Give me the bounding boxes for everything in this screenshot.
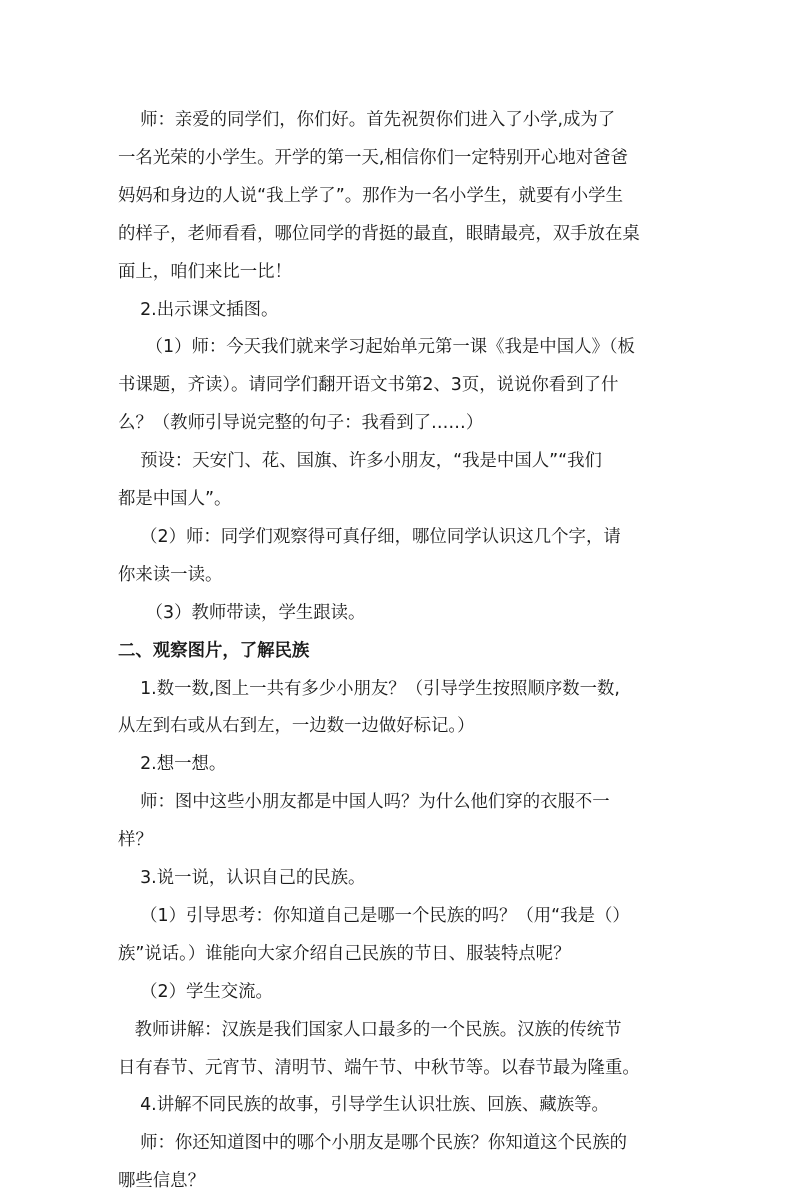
text-line: 师：亲爱的同学们，你们好。首先祝贺你们进入了小学,成为了	[118, 110, 616, 130]
text-line: 3.说一说，认识自己的民族。	[118, 868, 366, 888]
text-line: 么？（教师引导说完整的句子：我看到了……）	[118, 413, 484, 434]
section-heading: 二、观察图片，了解民族	[118, 640, 310, 661]
text-line: （1）师：今天我们就来学习起始单元第一课《我是中国人》（板	[118, 337, 635, 358]
text-line: （2）师：同学们观察得可真仔细，哪位同学认识这几个字，请	[118, 526, 621, 547]
text-line: 你来读一读。	[118, 564, 223, 585]
text-line: 2.出示课文插图。	[118, 299, 279, 320]
text-line: 样？	[118, 830, 153, 851]
text-line: 4.讲解不同民族的故事，引导学生认识壮族、回族、藏族等。	[118, 1095, 609, 1116]
text-line: （1）引导思考：你知道自己是哪一个民族的吗？（用“我是（）	[118, 905, 630, 926]
text-line: （3）教师带读，学生跟读。	[118, 602, 366, 623]
text-line: 族”说话。）谁能向大家介绍自己民族的节日、服装特点呢？	[118, 943, 571, 964]
text-line: （2）学生交流。	[118, 981, 273, 1002]
text-line: 预设：天安门、花、国旗、许多小朋友，“我是中国人”“我们	[118, 451, 602, 472]
text-line: 教师讲解：汉族是我们国家人口最多的一个民族。汉族的传统节	[118, 1019, 622, 1040]
text-line: 面上，咱们来比一比！	[118, 261, 292, 282]
text-line: 哪些信息？	[118, 1171, 205, 1192]
text-line: 一名光荣的小学生。开学的第一天,相信你们一定特别开心地对爸爸	[118, 147, 628, 168]
text-line: 从左到右或从右到左，一边数一边做好标记。）	[118, 716, 475, 737]
text-line: 日有春节、元宵节、清明节、端午节、中秋节等。以春节最为隆重。	[118, 1057, 640, 1078]
text-line: 师：图中这些小朋友都是中国人吗？为什么他们穿的衣服不一	[118, 792, 610, 813]
text-line: 书课题，齐读）。请同学们翻开语文书第2、3页，说说你看到了什	[118, 375, 619, 396]
text-line: 1.数一数,图上一共有多少小朋友？（引导学生按照顺序数一数,	[118, 678, 620, 699]
text-line: 的样子，老师看看，哪位同学的背挺的最直，眼睛最亮，双手放在桌	[118, 223, 640, 244]
text-line: 师：你还知道图中的哪个小朋友是哪个民族？你知道这个民族的	[118, 1133, 628, 1154]
text-line: 都是中国人”。	[118, 489, 232, 509]
text-line: 妈妈和身边的人说“我上学了”。那作为一名小学生，就要有小学生	[118, 185, 623, 206]
text-line: 2.想一想。	[118, 754, 227, 775]
